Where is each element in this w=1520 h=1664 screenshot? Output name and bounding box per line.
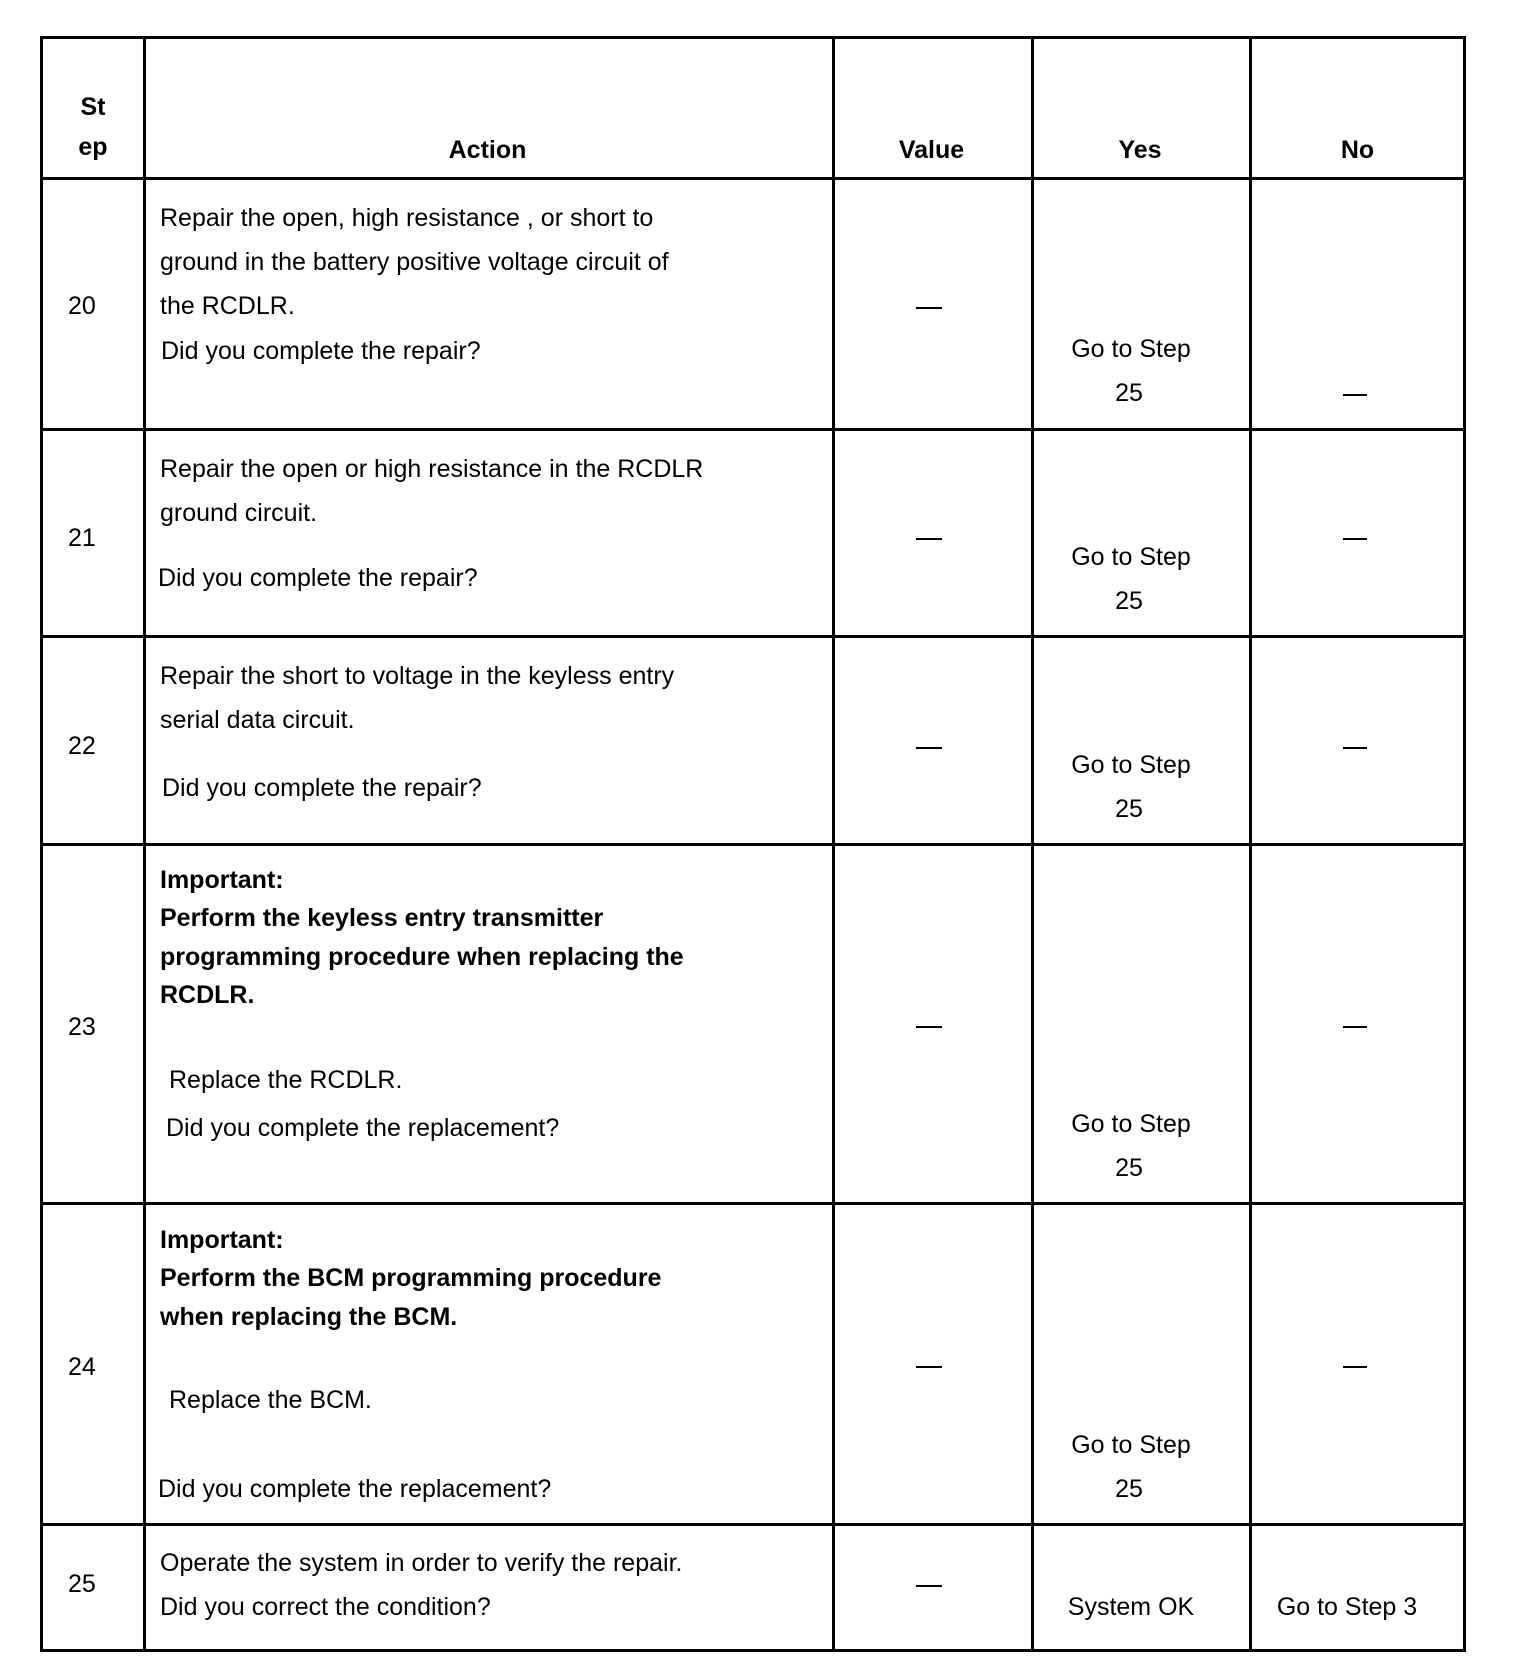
value-dash <box>916 307 942 309</box>
action-question: Did you correct the condition? <box>160 1593 491 1621</box>
step-number: 22 <box>68 732 96 760</box>
action-question: Did you complete the repair? <box>162 774 482 802</box>
no-goto: Go to Step 3 <box>1276 1593 1418 1621</box>
yes-goto-step: 25 <box>1115 1154 1143 1182</box>
yes-goto-step: 25 <box>1115 1475 1143 1503</box>
action-question: Did you complete the repair? <box>158 564 478 592</box>
value-dash <box>916 747 942 749</box>
important-note: when replacing the BCM. <box>160 1303 458 1331</box>
value-dash <box>916 1026 942 1028</box>
value-dash <box>916 538 942 540</box>
important-label: Important: <box>160 866 284 894</box>
header-action: Action <box>448 136 527 164</box>
header-step <box>43 87 143 167</box>
step-number: 24 <box>68 1353 96 1381</box>
action-question: Did you complete the replacement? <box>158 1475 552 1503</box>
no-dash <box>1343 538 1367 540</box>
value-dash <box>916 1366 942 1368</box>
yes-goto-step: 25 <box>1115 795 1143 823</box>
row-divider <box>43 177 1463 180</box>
important-note: Perform the keyless entry transmitter <box>160 904 604 932</box>
action-question: Did you complete the repair? <box>161 337 481 365</box>
no-dash <box>1343 1366 1367 1368</box>
step-number: 20 <box>68 292 96 320</box>
yes-goto-step: 25 <box>1115 587 1143 615</box>
header-value: Value <box>898 136 965 164</box>
header-no: No <box>1340 136 1375 164</box>
action-line: serial data circuit. <box>160 706 355 734</box>
yes-goto: Go to Step <box>1071 335 1191 363</box>
yes-goto: Go to Step <box>1071 1431 1191 1459</box>
important-note: programming procedure when replacing the <box>160 943 684 971</box>
step-number: 25 <box>68 1570 96 1598</box>
yes-goto-step: 25 <box>1115 379 1143 407</box>
yes-system-ok: System OK <box>1067 1593 1195 1621</box>
row-divider <box>43 1202 1463 1205</box>
action-line: Replace the BCM. <box>169 1386 372 1414</box>
yes-goto: Go to Step <box>1071 543 1191 571</box>
action-line: ground in the battery positive voltage circuit of <box>160 248 669 276</box>
important-note: Perform the BCM programming procedure <box>160 1264 662 1292</box>
row-divider <box>43 635 1463 638</box>
action-line: Operate the system in order to verify the repair. <box>160 1549 683 1577</box>
header-step-line2: ep <box>78 133 108 161</box>
header-yes: Yes <box>1118 136 1162 164</box>
action-line: ground circuit. <box>160 499 318 527</box>
diagnostic-table <box>40 36 1466 1652</box>
action-line: Repair the open or high resistance in the RCDLR <box>160 455 704 483</box>
header-step-line1: St <box>80 93 106 121</box>
action-line: Repair the short to voltage in the keyless entry <box>160 662 675 690</box>
no-dash <box>1343 394 1367 396</box>
row-divider <box>43 843 1463 846</box>
step-number: 23 <box>68 1013 96 1041</box>
value-dash <box>916 1585 942 1587</box>
no-dash <box>1343 747 1367 749</box>
row-divider <box>43 1523 1463 1526</box>
action-line: Replace the RCDLR. <box>169 1066 403 1094</box>
no-dash <box>1343 1026 1367 1028</box>
action-line: Repair the open, high resistance , or short to <box>160 204 654 232</box>
yes-goto: Go to Step <box>1071 751 1191 779</box>
important-label: Important: <box>160 1226 284 1254</box>
action-line: the RCDLR. <box>160 292 295 320</box>
yes-goto: Go to Step <box>1071 1110 1191 1138</box>
action-question: Did you complete the replacement? <box>166 1114 560 1142</box>
row-divider <box>43 428 1463 431</box>
important-note: RCDLR. <box>160 981 255 1009</box>
step-number: 21 <box>68 524 96 552</box>
